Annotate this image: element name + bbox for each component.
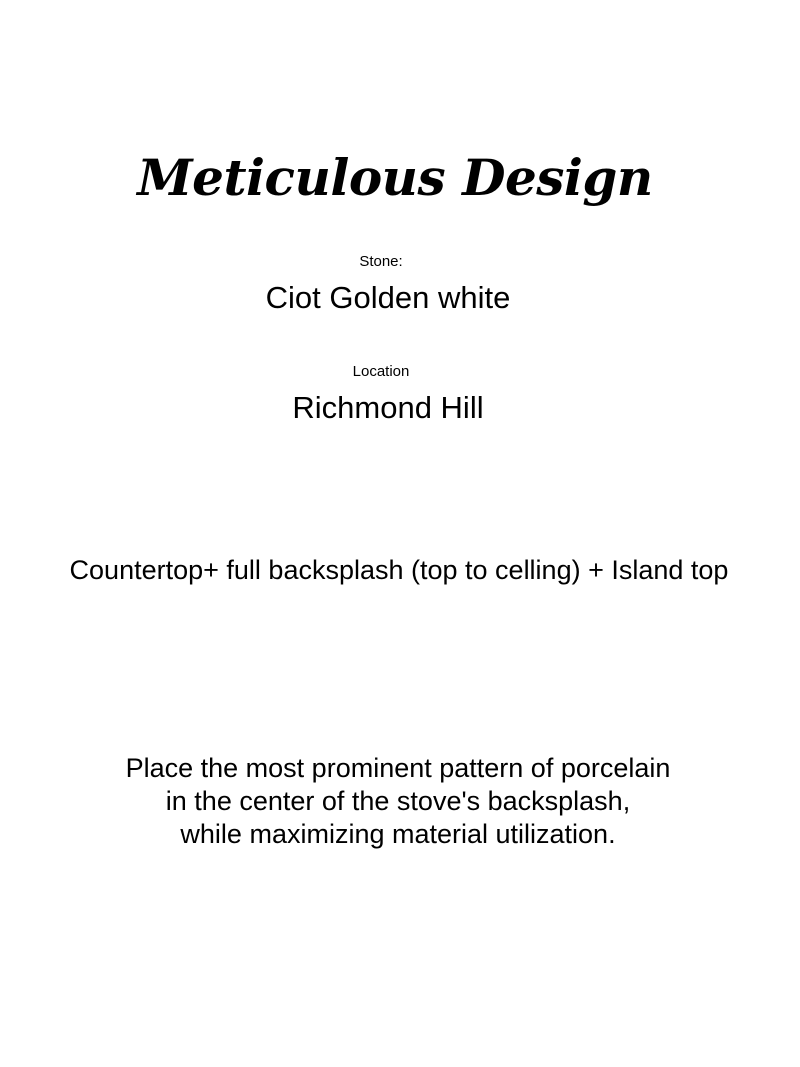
instructions-block xyxy=(0,752,796,851)
brand-title: Meticulous Design xyxy=(137,148,653,207)
stone-value: Ciot Golden white xyxy=(265,280,511,315)
location-label: Location xyxy=(352,363,410,380)
location-value: Richmond Hill xyxy=(292,390,484,425)
instruction-line: while maximizing material utilization. xyxy=(180,819,616,849)
project-scope: Countertop+ full backsplash (top to celling) + Island top xyxy=(69,555,729,585)
instruction-line: Place the most prominent pattern of porcelain xyxy=(125,753,671,783)
stone-label: Stone: xyxy=(359,253,403,270)
instruction-line: in the center of the stove's backsplash, xyxy=(165,786,631,816)
